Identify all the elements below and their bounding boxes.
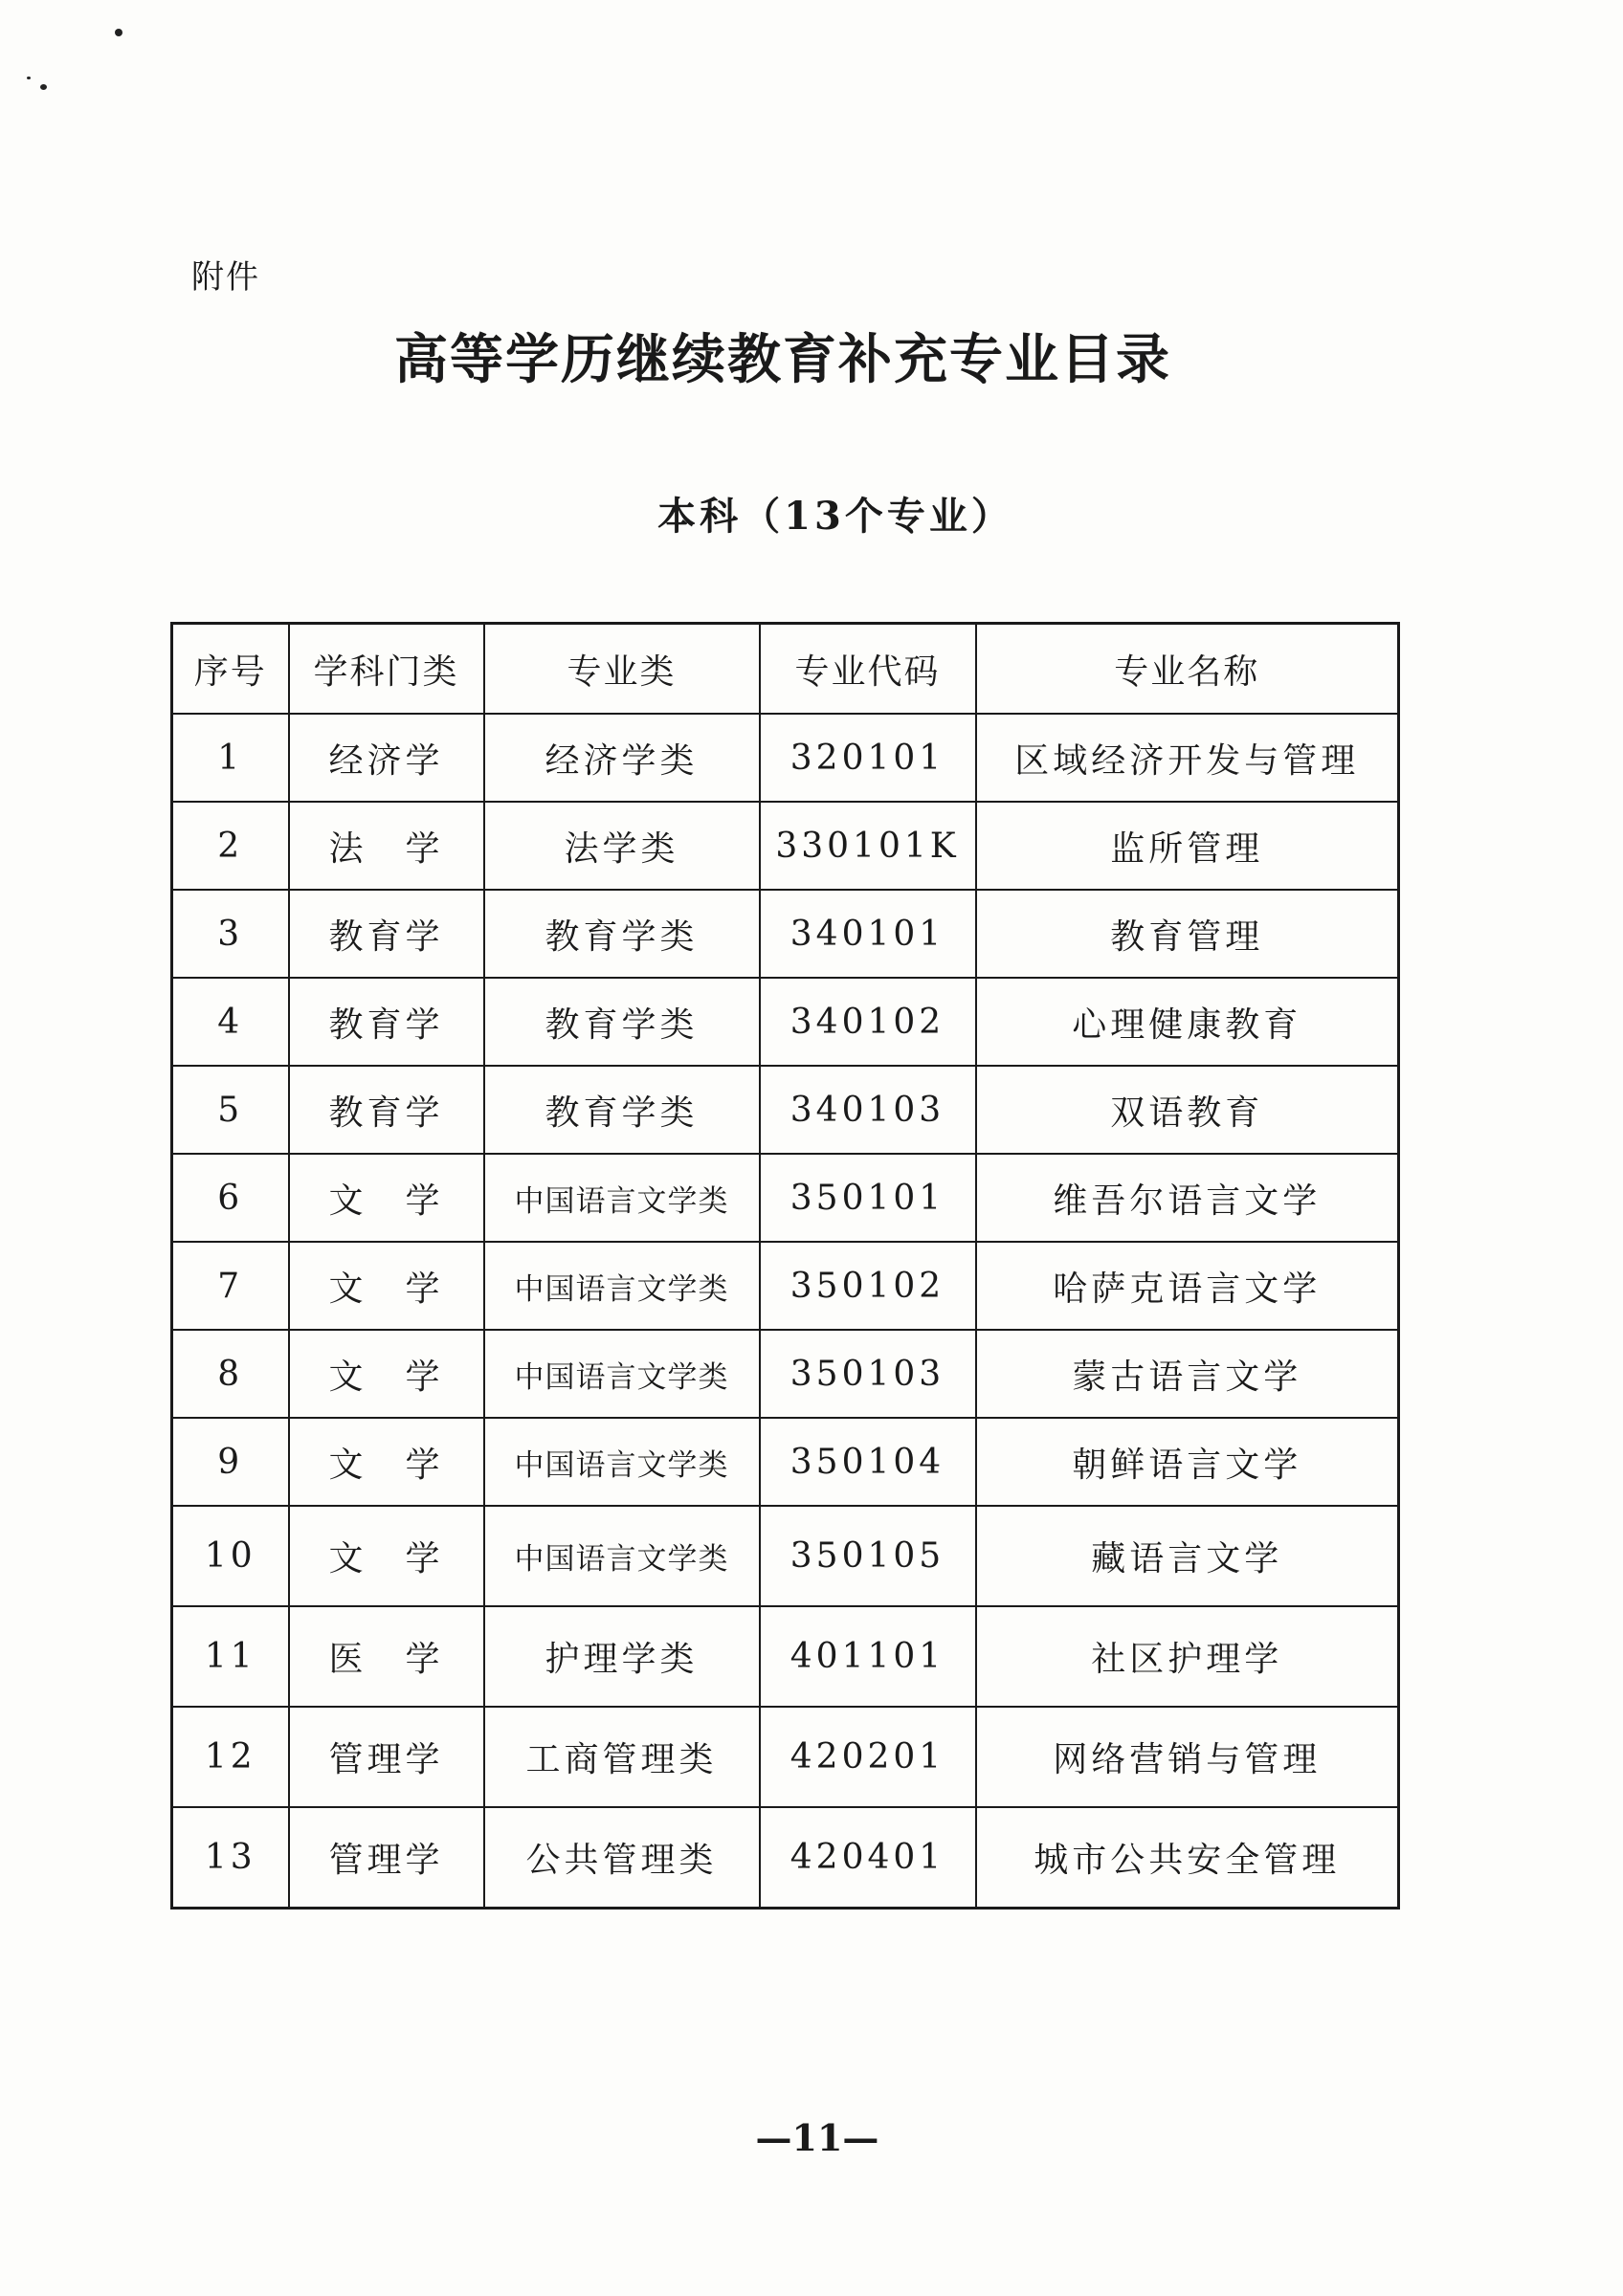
section-title [0, 486, 1623, 541]
cell-major-class: 护理学类 [484, 1606, 760, 1707]
table-row [172, 1154, 1399, 1242]
page-number-text: —11— [755, 2116, 879, 2159]
scan-speck [115, 29, 122, 36]
cell-index: 4 [172, 978, 289, 1066]
cell-code: 401101 [760, 1606, 976, 1707]
cell-code: 340103 [760, 1066, 976, 1154]
cell-discipline: 文 学 [289, 1418, 484, 1506]
cell-discipline: 教育学 [289, 890, 484, 978]
cell-major-class: 中国语言文学类 [484, 1506, 760, 1606]
cell-index: 6 [172, 1154, 289, 1242]
cell-major-class: 教育学类 [484, 1066, 760, 1154]
cell-code: 320101 [760, 714, 976, 802]
cell-discipline: 文 学 [289, 1242, 484, 1330]
cell-code: 350103 [760, 1330, 976, 1418]
table-row [172, 1418, 1399, 1506]
table-row [172, 1606, 1399, 1707]
cell-index: 3 [172, 890, 289, 978]
cell-index: 9 [172, 1418, 289, 1506]
document-title-text: 高等学历继续教育补充专业目录 [394, 328, 1171, 391]
table-row [172, 1330, 1399, 1418]
cell-discipline: 文 学 [289, 1506, 484, 1606]
table-row [172, 1707, 1399, 1807]
cell-code: 350101 [760, 1154, 976, 1242]
table-row [172, 1807, 1399, 1909]
cell-discipline: 法 学 [289, 802, 484, 890]
cell-index: 10 [172, 1506, 289, 1606]
scan-speck [27, 77, 31, 79]
section-title-text: 本科（13个专业） [657, 494, 1013, 539]
cell-discipline: 管理学 [289, 1807, 484, 1909]
header-code: 专业代码 [760, 624, 976, 715]
cell-discipline: 文 学 [289, 1330, 484, 1418]
cell-index: 11 [172, 1606, 289, 1707]
cell-code: 330101K [760, 802, 976, 890]
cell-major-class: 教育学类 [484, 890, 760, 978]
table-row [172, 1066, 1399, 1154]
cell-name: 朝鲜语言文学 [976, 1418, 1399, 1506]
scan-speck [40, 84, 47, 90]
cell-index: 2 [172, 802, 289, 890]
cell-discipline: 教育学 [289, 1066, 484, 1154]
table-row [172, 1506, 1399, 1606]
cell-name: 区域经济开发与管理 [976, 714, 1399, 802]
cell-name: 藏语言文学 [976, 1506, 1399, 1606]
cell-major-class: 中国语言文学类 [484, 1154, 760, 1242]
cell-code: 340102 [760, 978, 976, 1066]
cell-name: 教育管理 [976, 890, 1399, 978]
major-catalog-table [170, 622, 1400, 1910]
header-name: 专业名称 [976, 624, 1399, 715]
cell-major-class: 经济学类 [484, 714, 760, 802]
cell-major-class: 中国语言文学类 [484, 1330, 760, 1418]
cell-code: 420401 [760, 1807, 976, 1909]
cell-major-class: 中国语言文学类 [484, 1418, 760, 1506]
cell-name: 监所管理 [976, 802, 1399, 890]
cell-name: 心理健康教育 [976, 978, 1399, 1066]
cell-major-class: 中国语言文学类 [484, 1242, 760, 1330]
cell-name: 社区护理学 [976, 1606, 1399, 1707]
cell-major-class: 法学类 [484, 802, 760, 890]
cell-code: 350104 [760, 1418, 976, 1506]
cell-major-class: 教育学类 [484, 978, 760, 1066]
cell-code: 340101 [760, 890, 976, 978]
cell-code: 420201 [760, 1707, 976, 1807]
cell-major-class: 公共管理类 [484, 1807, 760, 1909]
cell-code: 350102 [760, 1242, 976, 1330]
cell-index: 5 [172, 1066, 289, 1154]
attachment-label: 附件 [191, 258, 260, 297]
cell-index: 8 [172, 1330, 289, 1418]
header-discipline: 学科门类 [289, 624, 484, 715]
cell-discipline: 教育学 [289, 978, 484, 1066]
table-row [172, 1242, 1399, 1330]
document-title [0, 318, 1623, 394]
cell-discipline: 管理学 [289, 1707, 484, 1807]
table-header-row [172, 624, 1399, 715]
cell-index: 12 [172, 1707, 289, 1807]
table-row [172, 802, 1399, 890]
table-row [172, 978, 1399, 1066]
table-row [172, 890, 1399, 978]
cell-discipline: 文 学 [289, 1154, 484, 1242]
cell-major-class: 工商管理类 [484, 1707, 760, 1807]
cell-name: 哈萨克语言文学 [976, 1242, 1399, 1330]
cell-index: 13 [172, 1807, 289, 1909]
cell-discipline: 经济学 [289, 714, 484, 802]
header-index: 序号 [172, 624, 289, 715]
cell-name: 蒙古语言文学 [976, 1330, 1399, 1418]
cell-index: 7 [172, 1242, 289, 1330]
table-row [172, 714, 1399, 802]
header-major-class: 专业类 [484, 624, 760, 715]
cell-name: 网络营销与管理 [976, 1707, 1399, 1807]
cell-name: 双语教育 [976, 1066, 1399, 1154]
cell-code: 350105 [760, 1506, 976, 1606]
cell-discipline: 医 学 [289, 1606, 484, 1707]
cell-name: 维吾尔语言文学 [976, 1154, 1399, 1242]
cell-name: 城市公共安全管理 [976, 1807, 1399, 1909]
page-number [0, 2116, 1623, 2159]
cell-index: 1 [172, 714, 289, 802]
